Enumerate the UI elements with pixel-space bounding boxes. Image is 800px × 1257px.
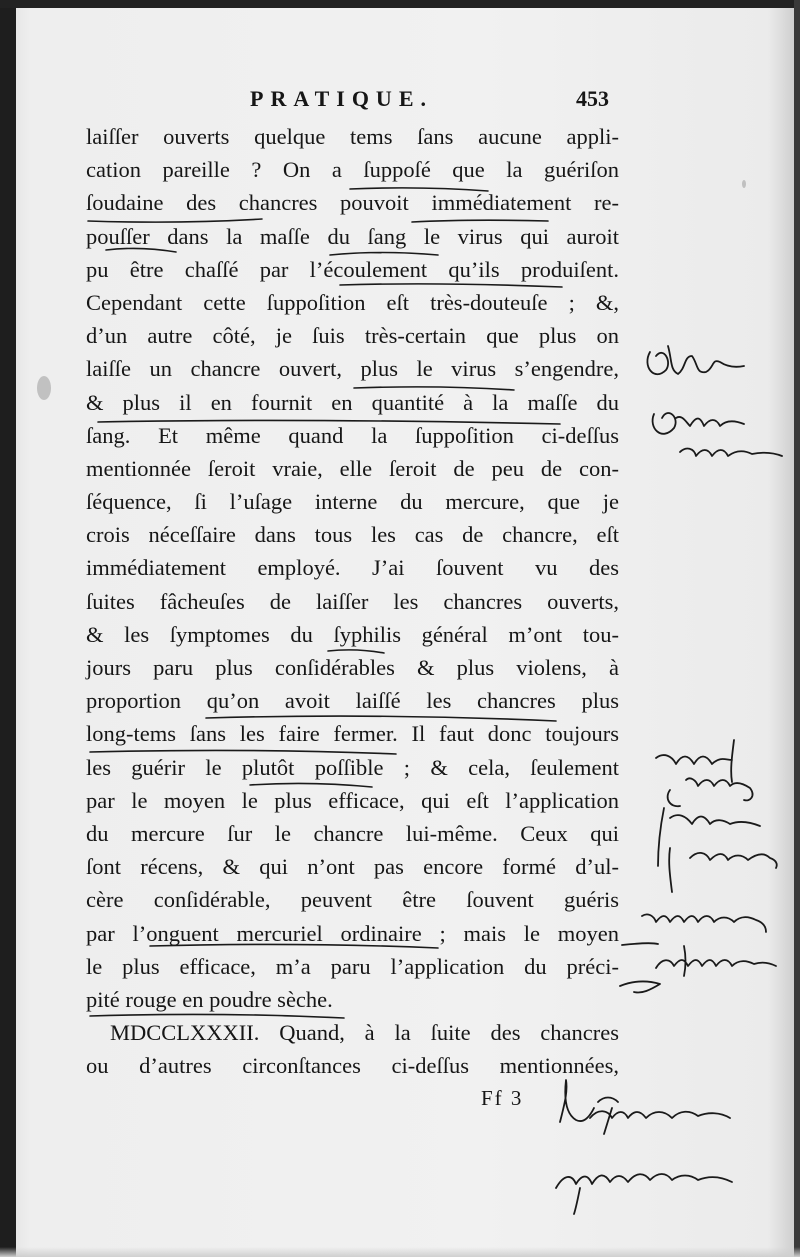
scan-edge-top (0, 0, 800, 8)
text-line: Cependant cette ſuppoſition eſt très-douteuſe ; &, (86, 289, 619, 315)
handwriting-stroke (620, 981, 660, 992)
signature-mark: Ff 3 (481, 1086, 524, 1110)
text-line: mentionnée ſeroit vraie, elle ſeroit de peu de con- (86, 455, 619, 481)
text-line: immédiatement employé. J’ai ſouvent vu des (86, 555, 619, 581)
handwriting-stroke (622, 943, 658, 945)
handwriting-stroke (656, 946, 776, 976)
handwriting-stroke (653, 413, 744, 434)
text-line: par le moyen le plus efficace, qui eſt l’application (86, 787, 619, 813)
text-line: laiſſe un chancre ouvert, plus le virus s’engendre, (86, 356, 619, 382)
text-line: par l’onguent mercuriel ordinaire ; mais le moyen (86, 920, 619, 946)
body-text (86, 120, 619, 1082)
text-line: pu être chaſſé par l’écoulement qu’ils produiſent. (86, 256, 619, 282)
text-line: & plus il en fournit en quantité à la maſſe du (86, 389, 619, 415)
page-number: 453 (576, 86, 609, 111)
text-line: le plus efficace, m’a paru l’application du préci- (86, 953, 619, 979)
text-line: crois néceſſaire dans tous les cas de chancre, eſt (86, 522, 619, 548)
text-line: cation pareille ? On a ſuppoſé que la guériſon (86, 157, 619, 183)
handwriting-stroke (656, 740, 734, 782)
text-line: long-tems ſans les faire fermer. Il faut donc toujours (86, 721, 619, 747)
text-line: ou d’autres circonſtances ci-deſſus mentionnées, (86, 1053, 619, 1079)
text-line: ſont récens, & qui n’ont pas encore formé d’ul- (86, 854, 619, 880)
margin-note-lower (556, 1080, 732, 1214)
text-line: les guérir le plutôt poſſible ; & cela, ſeulement (86, 754, 619, 780)
text-line: & les ſymptomes du ſyphilis général m’ont tou- (86, 621, 619, 647)
handwriting-stroke (669, 848, 777, 892)
running-title: PRATIQUE. (250, 86, 433, 111)
text-line: ſang. Et même quand la ſuppoſition ci-deſſus (86, 422, 619, 448)
paper-stain (37, 376, 51, 400)
text-line: du mercure ſur le chancre lui-même. Ceux qui (86, 820, 619, 846)
handwriting-stroke (556, 1174, 732, 1214)
handwriting-stroke (560, 1080, 730, 1134)
text-line: cère conſidérable, peuvent être ſouvent guéris (86, 887, 619, 913)
text-line: ſuites fâcheuſes de laiſſer les chancres ouverts, (86, 588, 619, 614)
binding-shadow (0, 0, 16, 1257)
text-line: ſéquence, ſi l’uſage interne du mercure, que je (86, 489, 619, 515)
handwriting-stroke (642, 914, 766, 932)
text-line: ſoudaine des chancres pouvoit immédiatement re- (86, 190, 619, 216)
handwriting-stroke (680, 449, 782, 456)
margin-note-upper (647, 346, 782, 456)
paper-stain (742, 180, 746, 188)
text-line: d’un autre côté, je ſuis très-certain que plus on (86, 323, 619, 349)
text-line: pité rouge en poudre sèche. (86, 986, 333, 1012)
handwriting-stroke (647, 346, 744, 374)
scan-edge-right (794, 0, 800, 1257)
handwriting-stroke (668, 778, 753, 806)
text-line: proportion qu’on avoit laiſſé les chancres plus (86, 688, 619, 714)
paragraph-start-line: MDCCLXXXII. Quand, à la ſuite des chancres (110, 1020, 619, 1046)
handwriting-stroke (658, 808, 760, 866)
text-line: jours paru plus conſidérables & plus violens, à (86, 655, 619, 680)
text-line: laiſſer ouverts quelque tems ſans aucune appli- (86, 124, 619, 149)
text-line: pouſſer dans la maſſe du ſang le virus qui auroit (86, 223, 619, 249)
scan-edge-bottom (0, 1247, 800, 1257)
margin-note-middle (620, 740, 777, 993)
